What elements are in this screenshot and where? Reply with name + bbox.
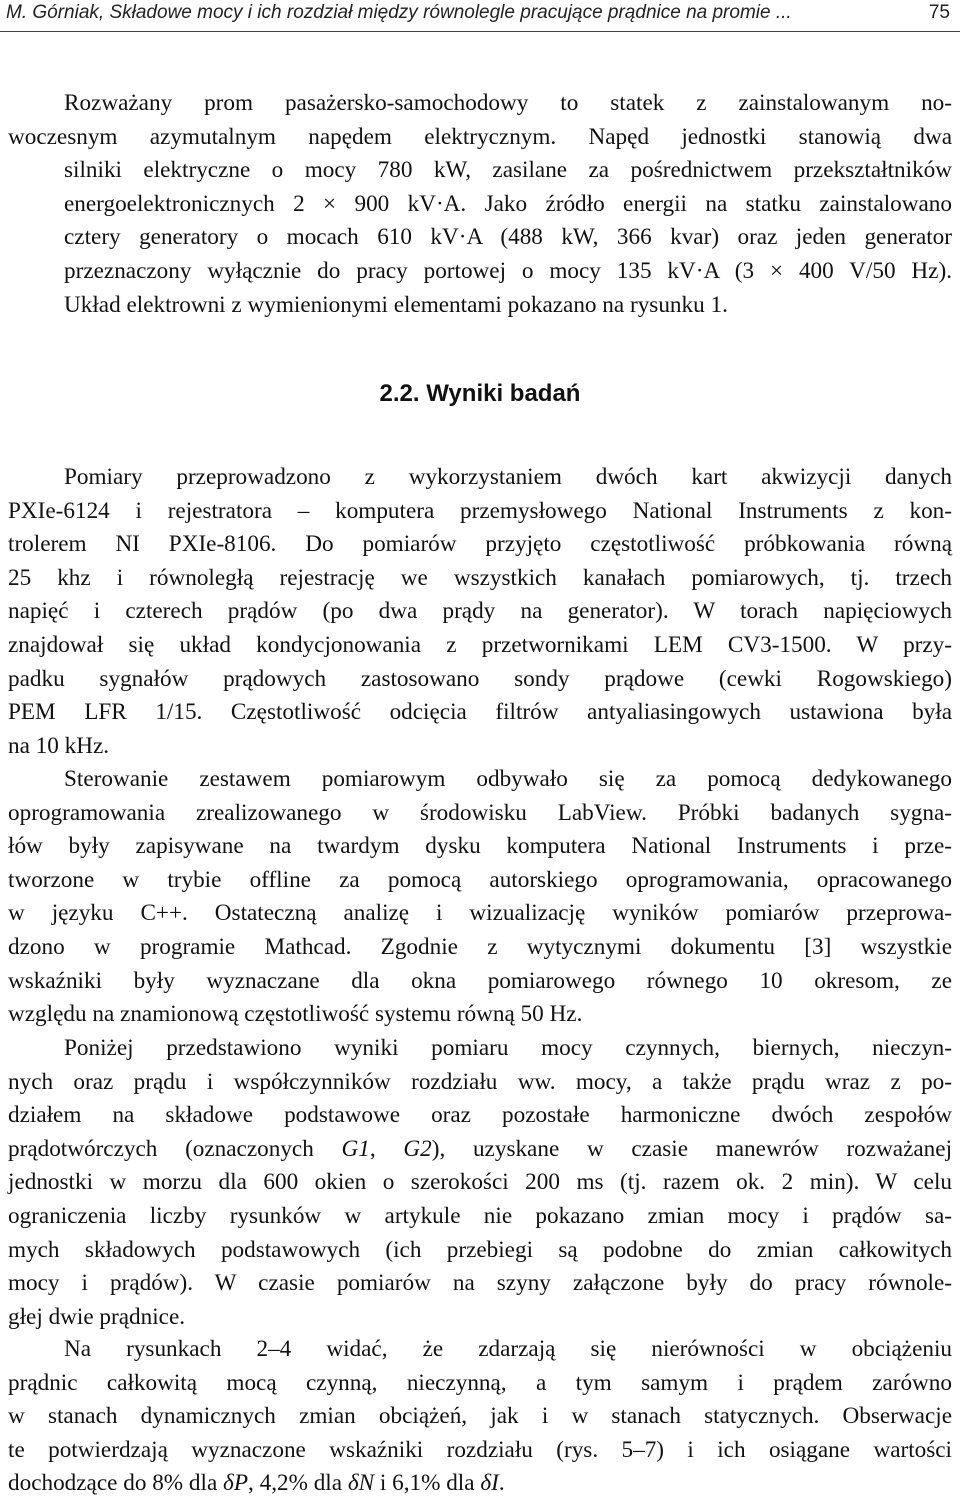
text-line: Układ elektrowni z wymienionymi elementami pokazano na rysunku 1. bbox=[64, 291, 728, 318]
text-line: w języku C++. Ostateczną analizę i wizualizację wyników pomiarów przeprowa- bbox=[8, 900, 952, 927]
text-line: woczesnym azymutalnym napędem elektrycznym. Napęd jednostki stanowią dwa bbox=[8, 123, 952, 150]
text-line: przeznaczony wyłącznie do pracy portowej o mocy 135 kV·A (3 × 400 V/50 Hz). bbox=[64, 257, 952, 284]
text-fragment: dochodzące do 8% dla bbox=[8, 1470, 224, 1497]
text-line: jednostki w morzu dla 600 okien o szerokości 200 ms (tj. razem ok. 2 min). W celu bbox=[8, 1169, 952, 1196]
text-line: 25 khz i równoległą rejestrację we wszystkich kanałach pomiarowych, tj. trzech bbox=[8, 564, 952, 591]
text-line: prądnic całkowitą mocą czynną, nieczynną, a tym samym i prądem zarówno bbox=[8, 1369, 952, 1396]
text-line: znajdował się układ kondycjonowania z przetwornikami LEM CV3-1500. W przy- bbox=[8, 631, 952, 658]
text-line: względu na znamionową częstotliwość systemu równą 50 Hz. bbox=[8, 1001, 583, 1028]
paragraph-measurement-setup bbox=[8, 461, 952, 763]
text-line: łów były zapisywane na twardym dysku komputera National Instruments i prze- bbox=[8, 833, 952, 860]
section-heading: 2.2. Wyniki badań bbox=[379, 380, 581, 407]
text-line: napięć i czterech prądów (po dwa prądy na generator). W torach napięciowych bbox=[8, 598, 952, 625]
text-line: w stanach dynamicznych zmian obciążeń, jak i w stanach statycznych. Obserwacje bbox=[8, 1403, 952, 1430]
text-line: oprogramowania zrealizowanego w środowisku LabView. Próbki badanych sygna- bbox=[8, 799, 952, 826]
text-line: wskaźniki były wyznaczane dla okna pomiarowego równego 10 okresom, ze bbox=[8, 967, 952, 994]
text-line: Na rysunkach 2–4 widać, że zdarzają się nierówności w obciążeniu bbox=[64, 1336, 952, 1362]
paragraph-observations bbox=[8, 1333, 952, 1501]
text-fragment: , bbox=[369, 1135, 404, 1162]
text-line: dzono w programie Mathcad. Zgodnie z wytycznymi dokumentu [3] wszystkie bbox=[8, 933, 952, 960]
delta-n-symbol: δN bbox=[347, 1470, 375, 1497]
running-title: M. Górniak, Składowe mocy i ich rozdział między równolegle pracujące prądnice na promie ... bbox=[6, 2, 792, 23]
text-line: trolerem NI PXIe-8106. Do pomiarów przyjęto częstotliwość próbkowania równą bbox=[8, 531, 952, 558]
text-line: głej dwie prądnice. bbox=[8, 1303, 186, 1330]
text-line: ograniczenia liczby rysunków w artykule nie pokazano zmian mocy i prądów sa- bbox=[8, 1202, 952, 1229]
text-line: Rozważany prom pasażersko-samochodowy to statek z zainstalowanym no- bbox=[64, 90, 952, 116]
generator-g1-label: G1 bbox=[341, 1135, 370, 1162]
text-line: cztery generatory o mocach 610 kV·A (488 kW, 366 kvar) oraz jeden generator bbox=[64, 224, 952, 251]
text-fragment: prądotwórczych (oznaczonych bbox=[8, 1135, 342, 1162]
delta-p-symbol: δP bbox=[223, 1470, 248, 1497]
text-line: mocy i prądów). W czasie pomiarów na szyny załączone były do pracy równole- bbox=[8, 1270, 952, 1297]
text-fragment: ), uzyskane w czasie manewrów rozważanej bbox=[431, 1135, 953, 1162]
text-line-generators bbox=[8, 1133, 952, 1167]
paragraph-software bbox=[8, 763, 952, 1032]
text-line: PXIe-6124 i rejestratora – komputera przemysłowego National Instruments z kon- bbox=[8, 497, 952, 524]
text-line: Sterowanie zestawem pomiarowym odbywało się za pomocą dedykowanego bbox=[64, 766, 952, 792]
text-fragment: i 6,1% dla bbox=[374, 1470, 481, 1497]
text-line-indicators bbox=[8, 1467, 952, 1501]
paragraph-ship-description bbox=[8, 87, 952, 322]
generator-g2-label: G2 bbox=[403, 1135, 432, 1162]
text-line: tworzone w trybie offline za pomocą autorskiego oprogramowania, opracowanego bbox=[8, 866, 952, 893]
text-line: Pomiary przeprowadzono z wykorzystaniem dwóch kart akwizycji danych bbox=[64, 464, 952, 490]
text-fragment: . bbox=[498, 1470, 505, 1497]
delta-i-symbol: δI bbox=[480, 1470, 499, 1497]
text-fragment: , 4,2% dla bbox=[248, 1470, 348, 1497]
paragraph-results bbox=[8, 1032, 952, 1334]
text-line: Poniżej przedstawiono wyniki pomiaru mocy czynnych, biernych, nieczyn- bbox=[64, 1035, 952, 1061]
text-line: mych składowych podstawowych (ich przebiegi są podobne do zmian całkowitych bbox=[8, 1236, 952, 1263]
text-line: nych oraz prądu i współczynników rozdziału ww. mocy, a także prądu wraz z po- bbox=[8, 1068, 952, 1095]
text-line: na 10 kHz. bbox=[8, 732, 110, 759]
running-header bbox=[0, 0, 960, 32]
text-line: działem na składowe podstawowe oraz pozostałe harmoniczne dwóch zespołów bbox=[8, 1102, 952, 1129]
text-line: te potwierdzają wyznaczone wskaźniki rozdziału (rys. 5–7) i ich osiągane wartości bbox=[8, 1436, 952, 1463]
text-line: silniki elektryczne o mocy 780 kW, zasilane za pośrednictwem przekształtników bbox=[64, 157, 952, 184]
text-line: energoelektronicznych 2 × 900 kV·A. Jako źródło energii na statku zainstalowano bbox=[64, 190, 952, 217]
text-line: padku sygnałów prądowych zastosowano sondy prądowe (cewki Rogowskiego) bbox=[8, 665, 952, 692]
text-line: PEM LFR 1/15. Częstotliwość odcięcia filtrów antyaliasingowych ustawiona była bbox=[8, 699, 952, 726]
page-number: 75 bbox=[928, 2, 950, 23]
header-rule bbox=[0, 31, 960, 32]
